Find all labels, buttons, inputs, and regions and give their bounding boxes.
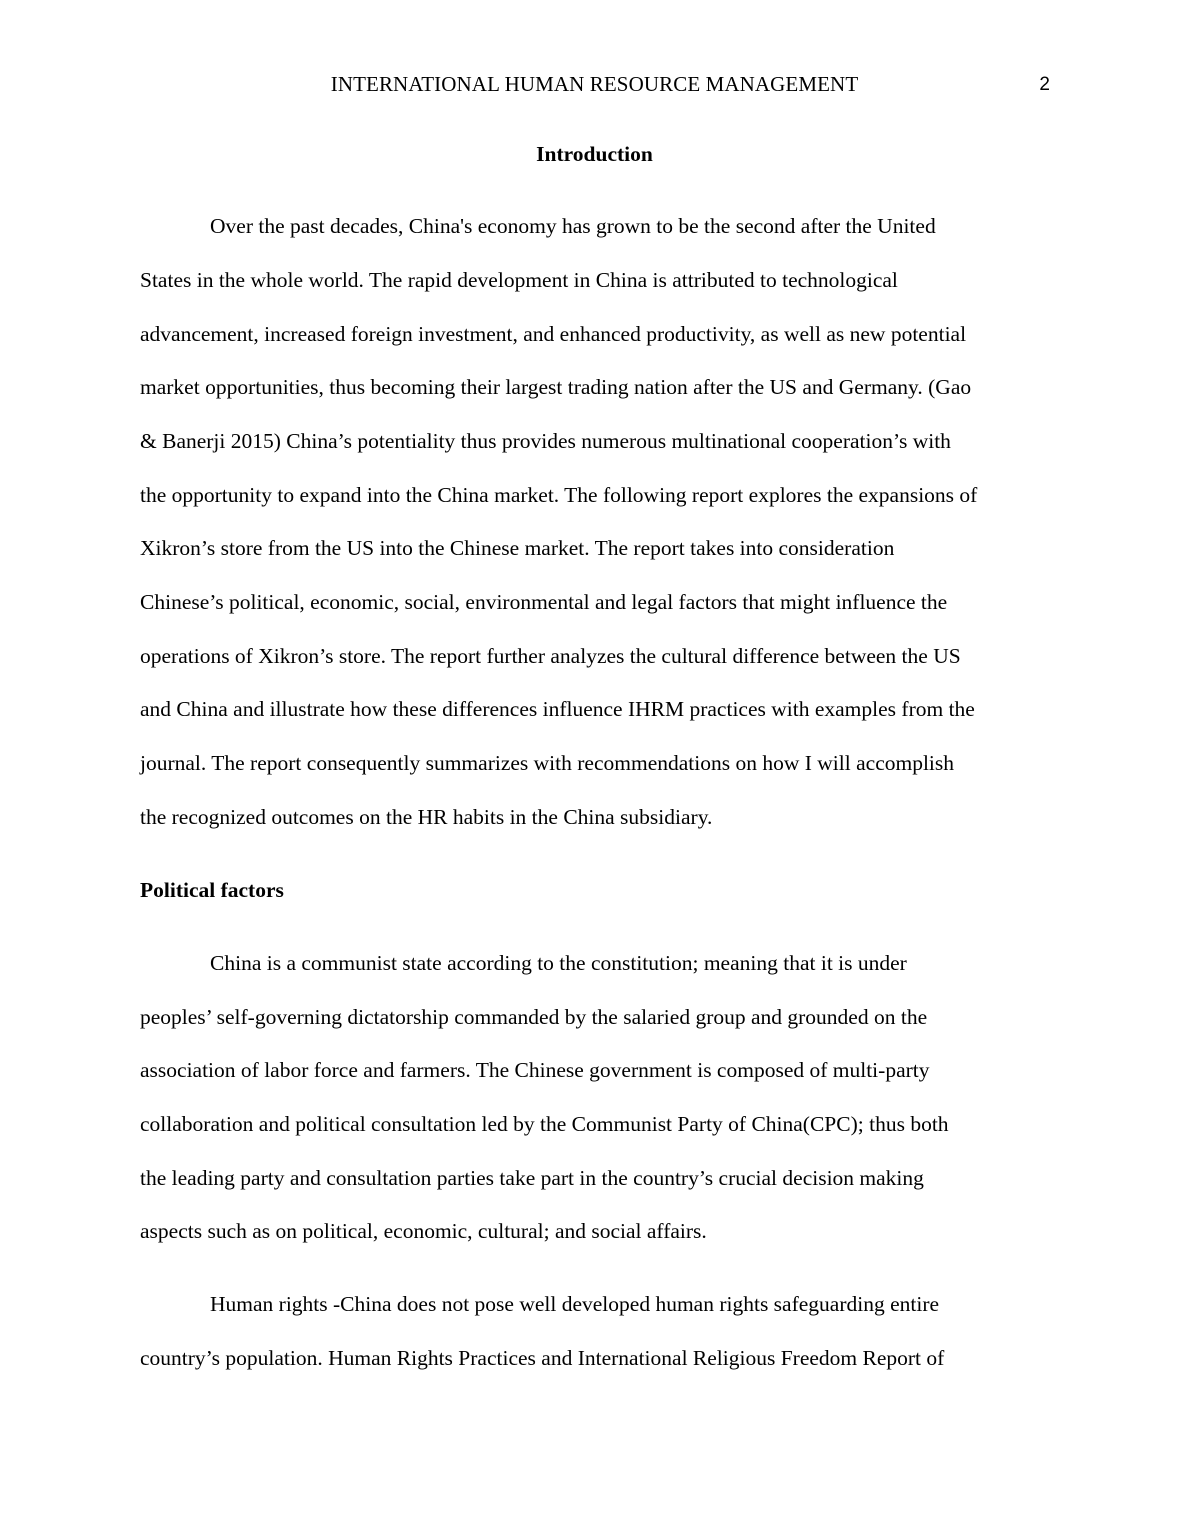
- human-rights-line: country’s population. Human Rights Practices and International Religious Freedom Report of: [140, 1346, 945, 1370]
- political-line: the leading party and consultation parties take part in the country’s crucial decision making: [140, 1166, 924, 1190]
- political-line: aspects such as on political, economic, cultural; and social affairs.: [140, 1219, 707, 1243]
- intro-line: Xikron’s store from the US into the Chinese market. The report takes into consideration: [140, 536, 895, 560]
- intro-line: the recognized outcomes on the HR habits in the China subsidiary.: [140, 805, 713, 829]
- intro-line: Over the past decades, China's economy has grown to be the second after the United: [210, 214, 936, 238]
- intro-line: the opportunity to expand into the China market. The following report explores the expansions of: [140, 483, 978, 507]
- political-line: association of labor force and farmers. The Chinese government is composed of multi-party: [140, 1058, 930, 1082]
- political-line: China is a communist state according to the constitution; meaning that it is under: [210, 951, 907, 975]
- running-head: INTERNATIONAL HUMAN RESOURCE MANAGEMENT: [330, 72, 859, 96]
- intro-line: Chinese’s political, economic, social, environmental and legal factors that might influence the: [140, 590, 948, 614]
- intro-line: States in the whole world. The rapid development in China is attributed to technological: [140, 268, 898, 292]
- subheading-political-factors: Political factors: [140, 878, 284, 902]
- political-line: peoples’ self-governing dictatorship commanded by the salaried group and grounded on the: [140, 1005, 928, 1029]
- intro-line: and China and illustrate how these differences influence IHRM practices with examples from the: [140, 697, 975, 721]
- human-rights-line: Human rights -China does not pose well developed human rights safeguarding entire: [210, 1292, 940, 1316]
- section-title-introduction: Introduction: [536, 142, 653, 166]
- intro-line: market opportunities, thus becoming their largest trading nation after the US and Germany. (Gao: [140, 375, 972, 399]
- intro-line: & Banerji 2015) China’s potentiality thus provides numerous multinational cooperation’s with: [140, 429, 951, 453]
- page-number: 2: [1039, 74, 1050, 95]
- intro-line: journal. The report consequently summarizes with recommendations on how I will accomplish: [140, 751, 955, 775]
- intro-line: advancement, increased foreign investment, and enhanced productivity, as well as new potential: [140, 322, 967, 346]
- intro-line: operations of Xikron’s store. The report further analyzes the cultural difference between the US: [140, 644, 961, 668]
- political-line: collaboration and political consultation led by the Communist Party of China(CPC); thus both: [140, 1112, 949, 1136]
